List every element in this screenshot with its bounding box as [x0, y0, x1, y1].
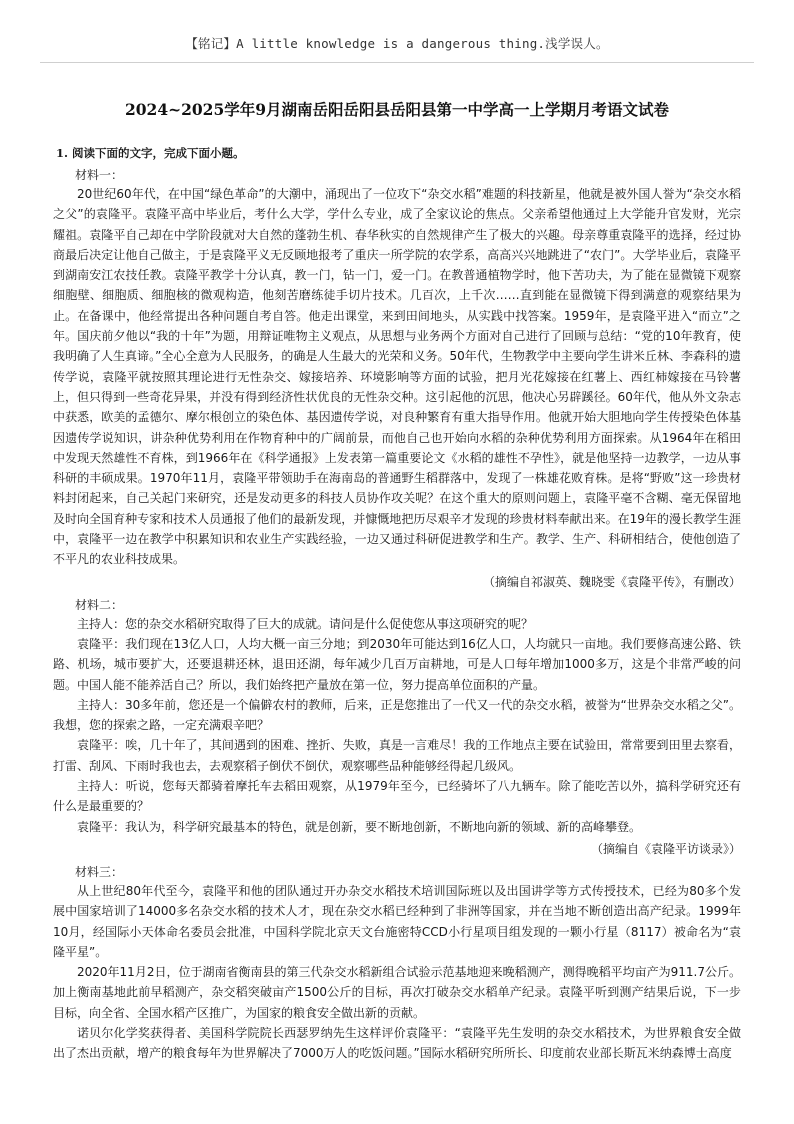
material-2-heading: 材料二：: [75, 597, 124, 612]
material-1-paragraph: 20世纪60年代，在中国“绿色革命”的大潮中，涌现出了一位攻下“杂交水稻”难题的科技新星，他就是被外国人誉为“杂交水稻之父”的袁隆平。袁隆平高中毕业后，考什么大学，学什么专业，成了全家议论的焦点。父亲希望他通过上大学能升官发财，光宗耀祖。袁隆平自己却在中学阶段就对大自然的蓬勃生机、春华秋实的自然规律产生了极大的兴趣。母亲尊重袁隆平的选择，经过协商最后决定让他自己做主，于是袁隆平义无反顾地报考了重庆一所学院的农学系，高高兴兴地跳进了“农门”。大学毕业后，袁隆平到湖南安江农技任教。袁隆平教学十分认真，教一门，钻一门，爱一门。在教普通植物学时，他下苦功夫，为了能在显微镜下观察细胞壁、细胞质、细胞核的微观构造，他刻苦磨练徒手切片技术。几百次，上千次……直到能在显微镜下得到满意的观察结果为止。在备课中，他经常提出各种问题自考自答。他走出课堂，来到田间地头，从实践中找答案。1959年，是袁隆平进入“而立”之年。国庆前夕他以“我的十年”为题，用辩证唯物主义观点，从思想与业务两个方面对自己进行了回顾与总结：“党的10年教育，使我明确了人生真谛。”全心全意为人民服务，的确是人生最大的光荣和义务。50年代，生物教学中主要向学生讲米丘林、李森科的遗传学说，袁隆平就按照其理论进行无性杂交、嫁接培养、环境影响等方面的试验，把月光花嫁接在红薯上、西红柿嫁接在马铃薯上，但只得到一些奇花异果，并没有得到经济性状优良的无性杂交种。这引起他的沉思，他决心另辟蹊径。60年代，他从外文杂志中获悉，欧美的孟德尔、摩尔根创立的染色体、基因遗传学说，对良种繁育有重大指导作用。他就开始大胆地向学生传授染色体基因遗传学说知识，讲杂种优势利用在作物育种中的广阔前景，而他自己也开始向水稻的杂种优势利用方面探索。从1964年在稻田中发现天然雄性不育株，到1966年在《科学通报》上发表第一篇重要论文《水稻的雄性不孕性》，就是他坚持一边教学，一边从事科研的丰硕成果。1970年11月，袁隆平带领助手在海南岛的普通野生稻群落中，发现了一株雄花败育株。是将“野败”这一珍贵材料封闭起来，自己关起门来研究，还是发动更多的科技人员协作攻关呢？在这个重大的原则问题上，袁隆平毫不含糊、毫无保留地及时向全国育种专家和技术人员通报了他们的最新发现，并慷慨地把历尽艰辛才发现的珍贵材料奉献出来。在19年的漫长教学生涯中，袁隆平一边在教学中积累知识和农业生产实践经验，一边又通过科研促进教学和生产。教学、生产、科研相结合，使他创造了不平凡的农业科技成果。: [53, 187, 741, 567]
material-3-paragraph: 2020年11月2日，位于湖南省衡南县的第三代杂交水稻新组合试验示范基地迎来晚稻测产，测得晚稻平均亩产为911.7公斤。加上衡南基地此前早稻测产，杂交稻突破亩产1500公斤的目标，再次打破杂交水稻单产纪录。袁隆平听到测产结果后说，下一步目标，向全省、全国水稻产区推广，为国家的粮食安全做出新的贡献。: [53, 965, 741, 1020]
material-3-heading: 材料三：: [75, 864, 124, 879]
interview-line: 袁隆平：唉，几十年了，其间遇到的困难、挫折、失败，真是一言难尽！我的工作地点主要在试验田，常常要到田里去察看，打雷、刮风、下雨时我也去，去观察稻子倒伏不倒伏，观察哪些品种能够经得起几级风。: [53, 738, 741, 773]
material-2-source: （摘编自《袁隆平访谈录》）: [590, 841, 741, 856]
header-divider: [40, 62, 754, 63]
page-header-motto: 【铭记】A little knowledge is a dangerous thing.浅学误人。: [185, 36, 609, 51]
exam-title: 2024~2025学年9月湖南岳阳岳阳县岳阳县第一中学高一上学期月考语文试卷: [124, 100, 670, 119]
material-1-heading: 材料一：: [75, 168, 124, 182]
exam-content: [53, 144, 741, 1064]
interview-line: 袁隆平：我们现在13亿人口，人均大概一亩三分地；到2030年可能达到16亿人口，人均就只一亩地。我们要修高速公路、铁路、机场，城市要扩大，还要退耕还林，退田还湖，每年减少几百万亩耕地，可是人口每年增加1000多万，这是个非常严峻的问题。中国人能不能养活自己？所以，我们始终把产量放在第一位，努力提高单位面积的产量。: [53, 636, 741, 692]
interview-line: 主持人：您的杂交水稻研究取得了巨大的成就。请问是什么促使您从事这项研究的呢？: [77, 616, 534, 631]
interview-line: 主持人：30多年前，您还是一个偏僻农村的教师，后来，正是您推出了一代又一代的杂交水稻，被誉为“世界杂交水稻之父”。我想，您的探索之路，一定充满艰辛吧？: [53, 697, 741, 733]
material-3-paragraph: 诺贝尔化学奖获得者、美国科学院院长西瑟罗纳先生这样评价袁隆平：“袁隆平先生发明的杂交水稻技术，为世界粮食安全做出了杰出贡献，增产的粮食每年为世界解决了7000万人的吃饭问题。”国际水稻研究所所长、印度前农业部长斯瓦米纳森博士高度: [53, 1025, 741, 1061]
material-1-source: （摘编自祁淑英、魏晓雯《袁隆平传》，有删改）: [482, 574, 741, 589]
interview-line: 袁隆平：我认为，科学研究最基本的特色，就是创新，要不断地创新，不断地向新的领域、新的高峰攀登。: [77, 819, 642, 834]
interview-line: 主持人：听说，您每天都骑着摩托车去稻田观察，从1979年至今，已经骑坏了八九辆车。除了能吃苦以外，搞科学研究还有什么是最重要的？: [53, 779, 741, 814]
question-label: 1. 阅读下面的文字，完成下面小题。: [56, 146, 245, 160]
material-3-paragraph: 从上世纪80年代至今，袁隆平和他的团队通过开办杂交水稻技术培训国际班以及出国讲学等方式传授技术，已经为80多个发展中国家培训了14000多名杂交水稻的技术人才，现在杂交水稻已经种到了非洲等国家，并在当地不断创造出高产纪录。1999年10月，经国际小天体命名委员会批准，中国科学院北京天文台施密特CCD小行星项目组发现的一颗小行星（8117）被命名为“袁隆平星”。: [53, 883, 741, 959]
